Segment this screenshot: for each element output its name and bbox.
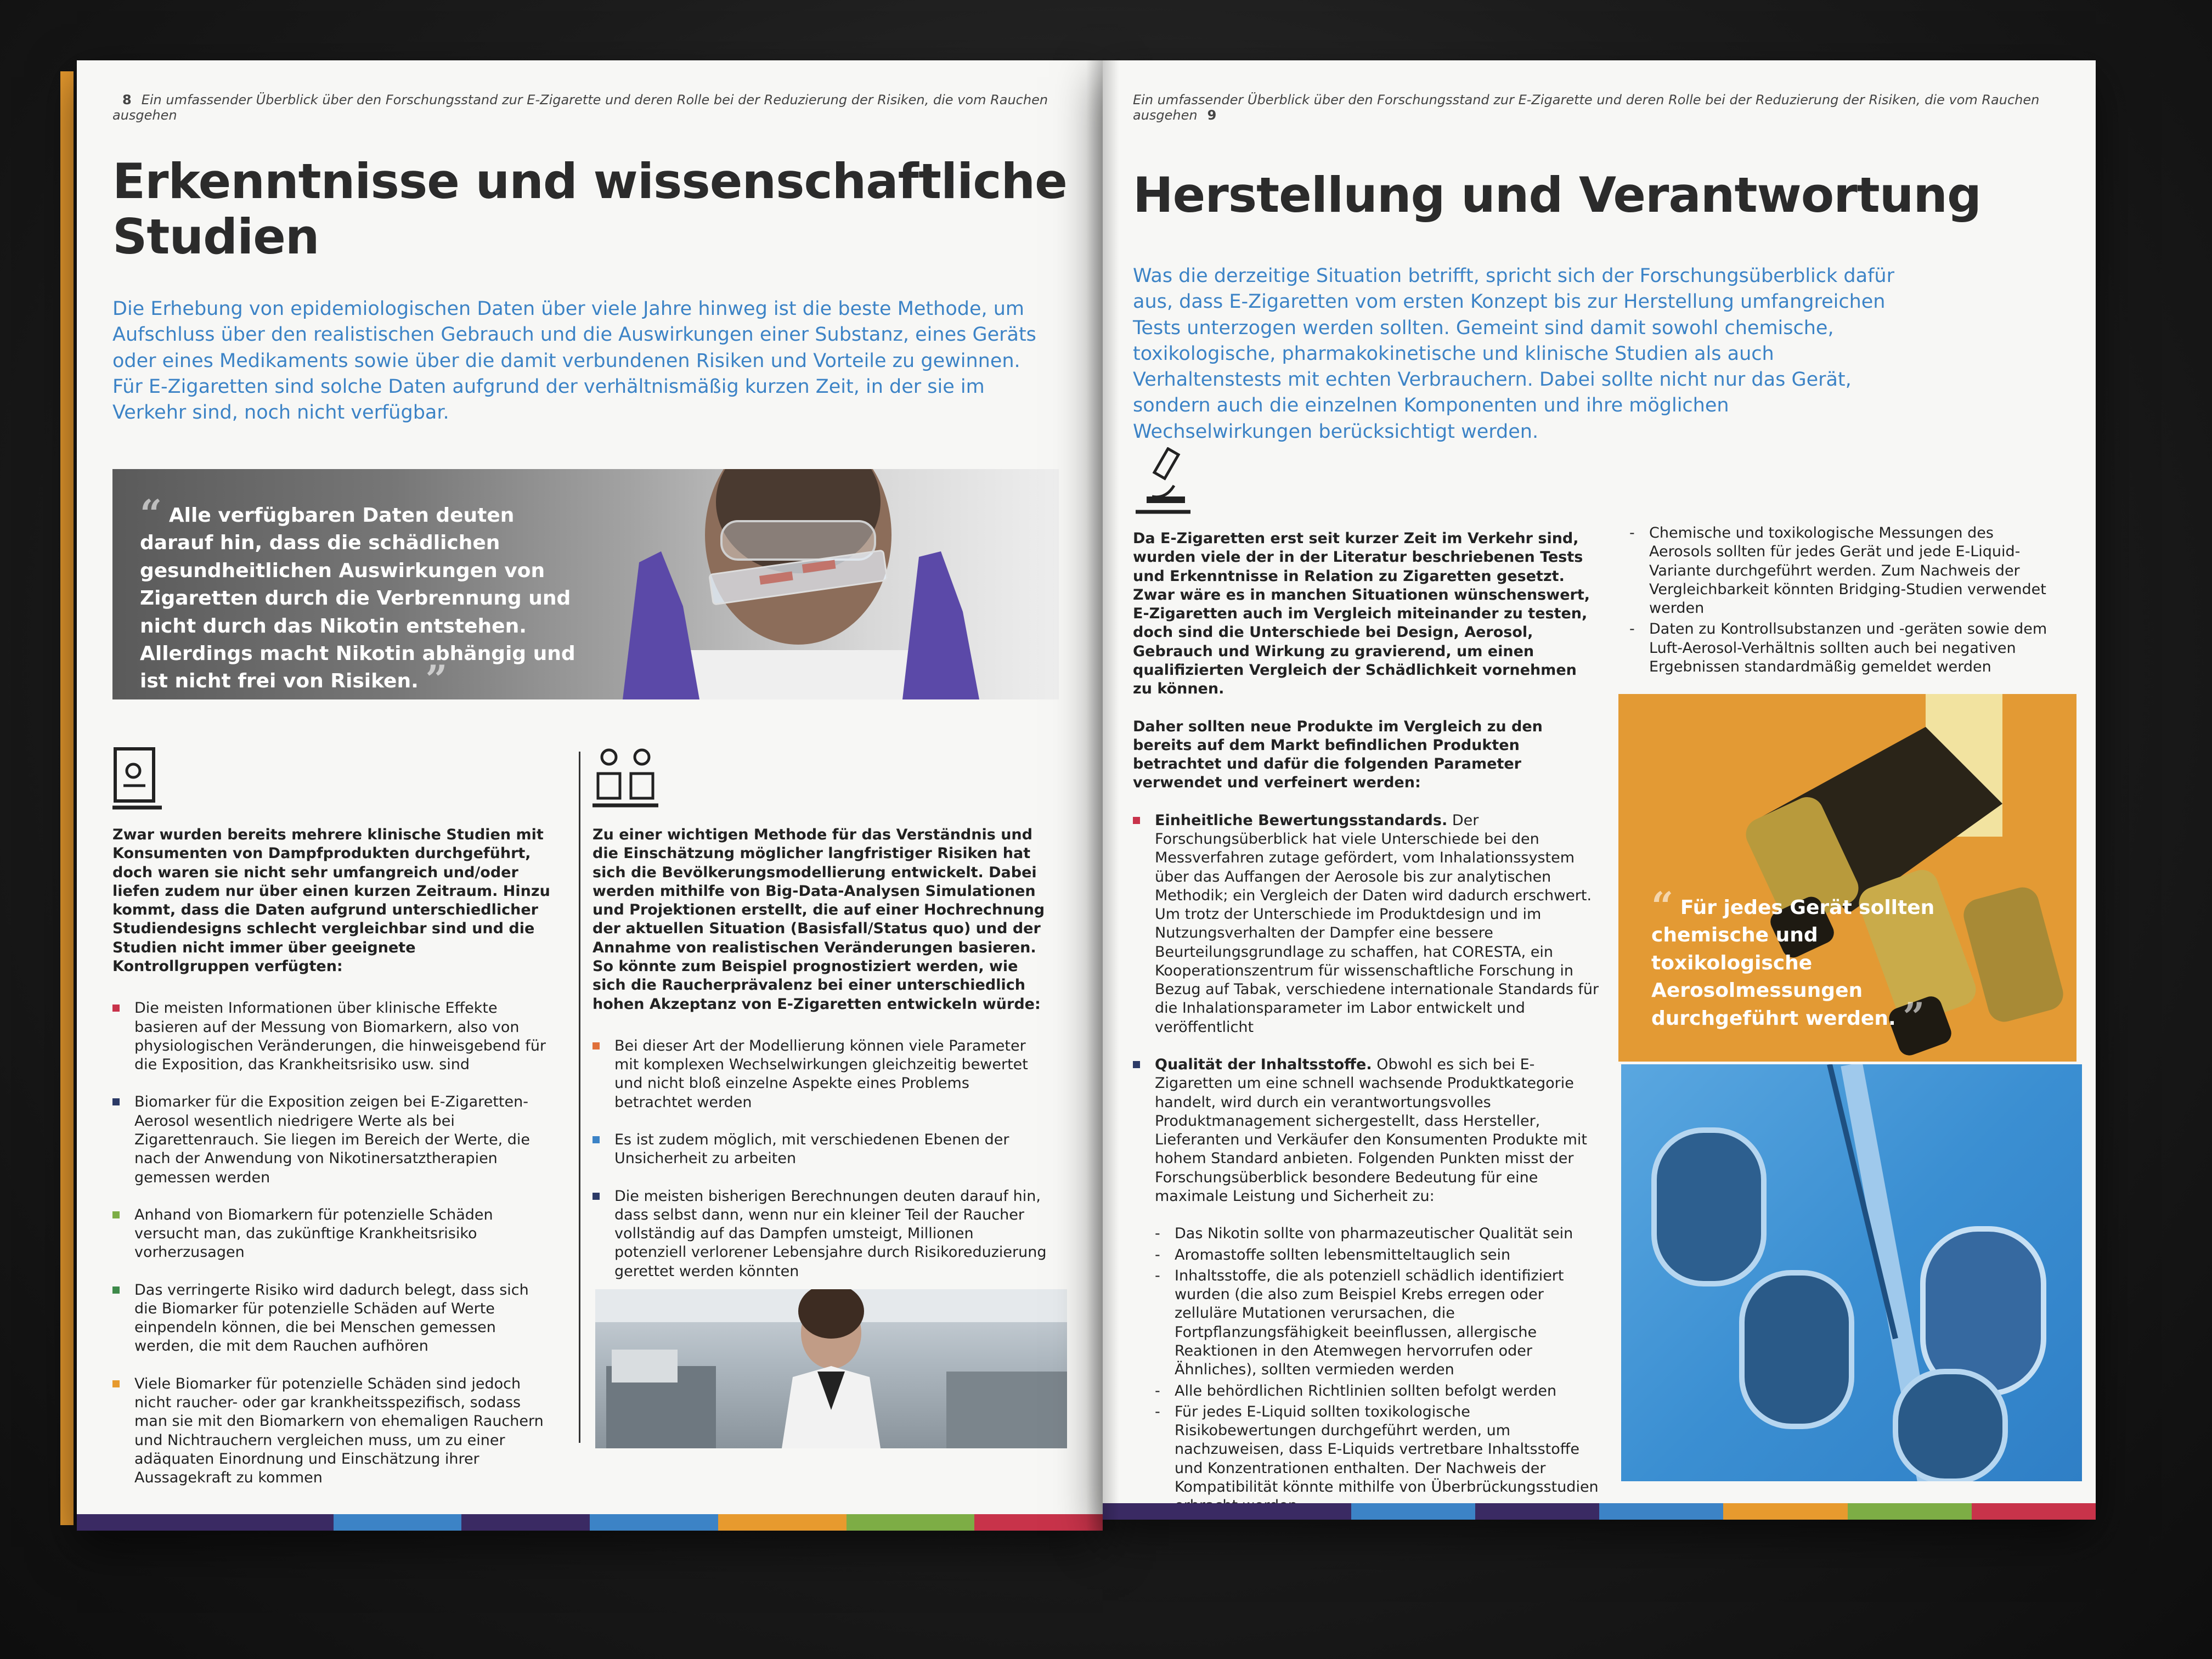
- square-bullet-icon: [112, 1098, 120, 1105]
- list-item: - Alle behördlichen Richtlinien sollten befolgt werden: [1155, 1382, 1557, 1400]
- list-item: - Für jedes E-Liquid sollten toxikologische Risikobewertungen durchgeführt werden, um nachzuweisen, dass E-Liquids vertretbare Inhaltsstoffe und Konzentrationen enthalten. Der Nachweis der Kompatibilität könnte mithilfe von Überbrückungsstudien: [1155, 1403, 1599, 1496]
- left-page-orange-edge: [60, 71, 74, 1525]
- cuvette-illustration: [1621, 1064, 2082, 1481]
- lab-photo: [595, 1289, 1067, 1448]
- column-divider: [579, 752, 580, 1443]
- people-icon: [592, 746, 658, 809]
- microscope-icon: [1136, 447, 1196, 516]
- square-bullet-icon: [592, 1136, 600, 1143]
- list-item: - Daten zu Kontrollsubstanzen und -geräten sowie dem Luft-Aerosol-Verhältnis sollten auch bei negativen Ergebnissen standardmäßig gemeldet werden: [1629, 620, 2047, 675]
- document-report-icon: [112, 746, 162, 812]
- left-color-bar: [77, 1514, 1103, 1531]
- square-bullet-icon: [1133, 1061, 1140, 1068]
- square-bullet-icon: [112, 1286, 120, 1294]
- left-page: [77, 60, 1103, 1531]
- open-quote-icon: “: [1651, 883, 1674, 929]
- col2-bullet-list: [592, 1037, 1048, 1281]
- left-column1: [112, 826, 551, 1506]
- list-item: Das verringerte Risiko wird dadurch belegt, dass sich die Biomarker für potenzielle Schäden auf Werte einpendeln können, die bei Menschen gemessen werden, die mit dem Rauchen aufhören: [112, 1281, 551, 1356]
- right-color-bar: [1103, 1503, 2096, 1520]
- col2-intro: Zu einer wichtigen Methode für das Verständnis und die Einschätzung möglicher langfristiger Risiken hat sich die Bevölkerungsmodellierung entwickelt. Dabei werden mithilfe von Big-Data-Analysen Simulationen und Projektionen erstellt, die auf einer Hochrechnung der aktuellen Situation (Basisfall/Status quo) und der Annahme von realistischen Veränderungen basieren. So könnte zum Beispiel prognostiziert werden, wie sich die Raucherprävalenz bei einer unterschiedlich hohen Akzeptanz von E-Zigaretten entwickeln würde:: [592, 826, 1045, 1013]
- col1-bullet-list: [112, 999, 551, 1487]
- microscope-photo-quote-box: [1618, 694, 2076, 1062]
- close-quote-icon: ”: [425, 657, 448, 699]
- right-page: [1103, 60, 2096, 1520]
- right-quote: “ Für jedes Gerät sollten chemische und toxikologische Aerosolmessungen durchgeführt werden. ”: [1651, 883, 1935, 1040]
- list-item: Die meisten Informationen über klinische Effekte basieren auf der Messung von Biomarkern, also von physiologischen Veränderungen, die hinweisgebend für die Exposition, das Krankheitsrisiko usw. sind: [112, 999, 551, 1074]
- list-item: Qualität der Inhaltsstoffe. Obwohl es sich bei E-Zigaretten um eine schnell wachsende Produktkategorie handelt, wird durch ein verantwortungsvolles Produktmanagement sichergestellt, dass Hersteller, Lieferanten und Verkäufer den Konsumenten Produkte mit hohem Standard anbieten. Folgenden Punkten misst der Forschungsüberblick besondere Bedeutung für eine maximale Leistung und Sicherheit zu:: [1133, 1056, 1599, 1206]
- lab-scene-illustration: [595, 1289, 1067, 1448]
- right-intro1: Da E-Zigaretten erst seit kurzer Zeit im Verkehr sind, wurden viele der in der Literatur beschriebenen Tests und Erkenntnisse in Relation zu Zigaretten gesetzt. Zwar wäre es in manchen Situationen wünschenswert, E-Zigaretten auch im Vergleich miteinander zu testen, doch sind die Unterschiede bei Design, Aerosol, Gebrauch und Wirkung zu gravierend, um einen qualifizierten Vergleich der Schädlichkeit vornehmen zu können.: [1133, 530, 1590, 698]
- list-item: Viele Biomarker für potenzielle Schäden sind jedoch nicht raucher- oder gar krankheitsspezifisch, sodass man sie mit den Biomarkern von ehemaligen Rauchern und Nichtrauchern vergleichen muss, um zu einer adäquaten Einordnung und Einschätzung ihrer Aussagekraft zu kommen: [112, 1375, 551, 1488]
- left-column2: [592, 826, 1048, 1300]
- right-column1: [1133, 529, 1599, 1518]
- list-item: - Aromastoffe sollten lebensmitteltauglich sein: [1155, 1246, 1511, 1263]
- square-bullet-icon: [592, 1193, 600, 1200]
- right-title: Herstellung und Verantwortung: [1133, 167, 1982, 223]
- left-page-number: 8: [122, 92, 132, 108]
- right-bullet-list: [1133, 811, 1599, 1206]
- scientist-photo-quote-box: [112, 469, 1059, 699]
- right-lead-paragraph: Was die derzeitige Situation betrifft, spricht sich der Forschungsüberblick dafür aus, dass E-Zigaretten vom ersten Konzept bis zur Herstellung umfangreichen Tests unterzogen werden sollten. Gemeint sind damit sowohl chemische, toxikologische, pharmakokinetische und klinische Studien als auch Verhaltenstests mit echten Verbrauchern. Dabei sollte nicht nur das Gerät, sondern auch die einzelnen Komponenten und ihre möglichen Wechselwirkungen berücksichtigt werden.: [1133, 265, 1894, 443]
- list-item: - Das Nikotin sollte von pharmazeutischer Qualität sein: [1155, 1225, 1573, 1243]
- list-item: Die meisten bisherigen Berechnungen deuten darauf hin, dass selbst dann, wenn nur ein kleiner Teil der Raucher vollständig auf das Dampfen umsteigt, Millionen potenziell verlorener Lebensjahre durch Risikoreduzierung gerettet werden könnten: [592, 1187, 1048, 1281]
- right-page-number: 9: [1207, 108, 1217, 123]
- left-quote: “ Alle verfügbaren Daten deuten darauf hin, dass die schädlichen gesundheitlichen Auswirkungen von Zigaretten durch die Verbrennung und nicht durch das Nikotin entstehen. Allerdings macht Nikotin abhängig und ist nicht frei von Risiken. ”: [140, 502, 579, 696]
- square-bullet-icon: [112, 1211, 120, 1218]
- square-bullet-icon: [112, 1005, 120, 1012]
- col1-intro: Zwar wurden bereits mehrere klinische Studien mit Konsumenten von Dampfprodukten durchgeführt, doch waren sie nicht sehr umfangreich und/oder liefen zudem nur über einen kurzen Zeitraum. Hinzu kommt, dass die Daten aufgrund unterschiedlicher Studiendesigns schlecht vergleichbar sind und die Studien nicht immer über geeignete Kontrollgruppen verfügten:: [112, 826, 550, 975]
- list-item: Biomarker für die Exposition zeigen bei E-Zigaretten-Aerosol wesentlich niedrigere Werte als bei Zigarettenrauch. Sie liegen im Bereich der Werte, die nach der Anwendung von Nikotinersatztherapien gemessen werden: [112, 1093, 551, 1187]
- book-spine: [1086, 60, 1119, 1531]
- list-item: Anhand von Biomarkern für potenzielle Schäden versucht man, das zukünftige Krankheitsrisiko vorherzusagen: [112, 1206, 551, 1262]
- open-quote-icon: “: [140, 491, 162, 537]
- close-quote-icon: ”: [1903, 994, 1925, 1040]
- right-column2: [1629, 524, 2057, 679]
- list-item: Bei dieser Art der Modellierung können viele Parameter mit komplexen Wechselwirkungen gleichzeitig bewertet und nicht bloß einzelne Aspekte eines Problems betrachtet werden: [592, 1037, 1048, 1112]
- list-item: - Inhaltsstoffe, die als potenziell schädlich identifiziert wurden (die also zum Beispiel Krebs erregen oder zelluläre Mutationen verursachen, die Fortpflanzungsfähigkeit beeinflussen, allergische Reaktionen in den Atemwegen hervorrufen oder Ähnliches), sollten vermieden werden: [1155, 1267, 1564, 1379]
- right-col2-dash-list: [1629, 524, 2057, 676]
- list-item: Es ist zudem möglich, mit verschiedenen Ebenen der Unsicherheit zu arbeiten: [592, 1131, 1048, 1169]
- list-item: Einheitliche Bewertungsstandards. Der Forschungsüberblick hat viele Unterschiede bei den Messverfahren zutage gefördert, vom Inhalationssystem über das Auffangen der Aerosole bis zur analytischen Methodik; ein Vergleich der Daten wird dadurch erschwert. Um trotz der Unterschiede im Produktdesign und im Nutzungsverhalten der Dampfer eine bessere Beurteilungsgrundlage zu schaffen, hat CORESTA, ein Kooperationszentrum für wissenschaftliche Forschung in Bezug auf Tabak, verschiedene internationale Standards für die Inhalationsparameter im Labor entwickelt und veröffentlicht: [1133, 811, 1599, 1037]
- right-dash-list: [1155, 1224, 1599, 1515]
- left-lead-paragraph: Die Erhebung von epidemiologischen Daten über viele Jahre hinweg ist die beste Methode, um Aufschluss über den realistischen Gebrauch und die Auswirkungen einer Substanz, eines Geräts oder eines Medikaments sowie über die damit verbundenen Risiken und Vorteile zu gewinnen. Für E-Zigaretten sind solche Daten aufgrund der verhältnismäßig kurzen Zeit, in der sie im Verkehr sind, noch nicht verfügbar.: [112, 298, 1036, 424]
- blue-cuvettes-photo: [1621, 1064, 2082, 1481]
- square-bullet-icon: [592, 1042, 600, 1049]
- right-intro2: Daher sollten neue Produkte im Vergleich zu den bereits auf dem Markt befindlichen Produkten betrachtet und dafür die folgenden Parameter verwendet und verfeinert werden:: [1133, 718, 1543, 792]
- right-running-header: Ein umfassender Überblick über den Forschungsstand zur E-Zigarette und deren Rolle bei der Reduzierung der Risiken, die vom Rauchen ausgehen 9: [1133, 92, 2040, 123]
- left-title: Erkenntnisse und wissenschaftliche Studien: [112, 153, 1067, 266]
- left-running-header: 8 Ein umfassender Überblick über den Forschungsstand zur E-Zigarette und deren Rolle bei der Reduzierung der Risiken, die vom Rauchen ausgehen: [112, 92, 1048, 123]
- square-bullet-icon: [1133, 817, 1140, 824]
- square-bullet-icon: [112, 1380, 120, 1387]
- list-item: - Chemische und toxikologische Messungen des Aerosols sollten für jedes Gerät und jede E-Liquid-Variante durchgeführt werden. Zum Nachweis der Vergleichbarkeit könnten Bridging-Studien verwendet werden: [1629, 524, 2046, 617]
